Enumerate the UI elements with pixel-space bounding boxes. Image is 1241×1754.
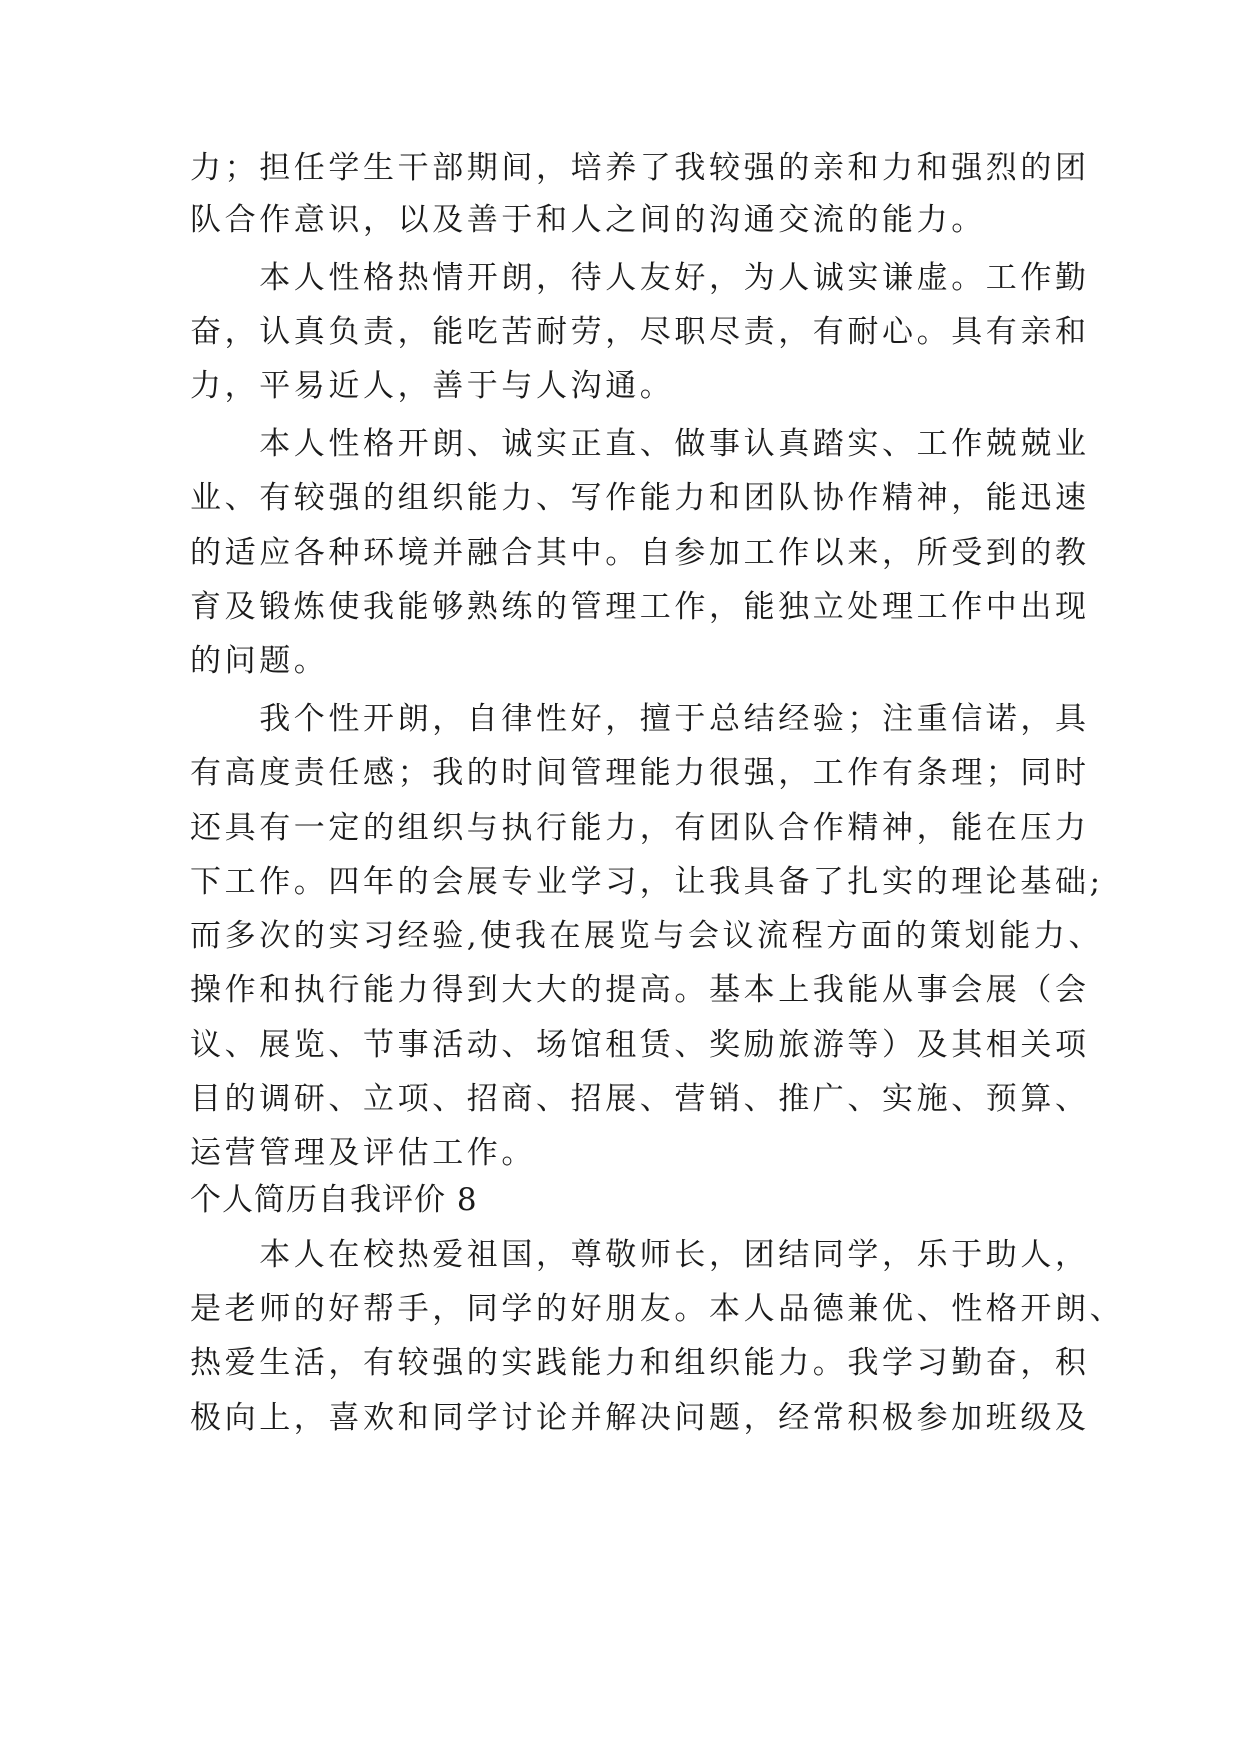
text-line: 操作和执行能力得到大大的提高。基本上我能从事会展（会 <box>190 972 1090 1008</box>
text-line: 议、展览、节事活动、场馆租赁、奖励旅游等）及其相关项 <box>190 1027 1090 1063</box>
text-line: 下工作。四年的会展专业学习，让我具备了扎实的理论基础; <box>190 864 1104 900</box>
text-line: 还具有一定的组织与执行能力，有团队合作精神，能在压力 <box>190 810 1090 846</box>
text-line: 本人在校热爱祖国，尊敬师长，团结同学，乐于助人， <box>190 1237 1090 1273</box>
text-line: 队合作意识，以及善于和人之间的沟通交流的能力。 <box>190 202 986 238</box>
text-line: 的问题。 <box>190 643 329 679</box>
text-line: 极向上，喜欢和同学讨论并解决问题，经常积极参加班级及 <box>190 1400 1090 1436</box>
text-line: 而多次的实习经验,使我在展览与会议流程方面的策划能力、 <box>190 918 1104 954</box>
text-line: 有高度责任感；我的时间管理能力很强，工作有条理；同时 <box>190 755 1090 791</box>
text-line: 我个性开朗，自律性好，擅于总结经验；注重信诺，具 <box>190 701 1090 737</box>
text-line: 目的调研、立项、招商、招展、营销、推广、实施、预算、 <box>190 1081 1090 1117</box>
text-line: 是老师的好帮手，同学的好朋友。本人品德兼优、性格开朗、 <box>190 1291 1125 1327</box>
text-line: 育及锻炼使我能够熟练的管理工作，能独立处理工作中出现 <box>190 589 1090 625</box>
text-line: 力；担任学生干部期间，培养了我较强的亲和力和强烈的团 <box>190 150 1090 186</box>
text-line: 热爱生活，有较强的实践能力和组织能力。我学习勤奋，积 <box>190 1345 1090 1381</box>
text-line: 的适应各种环境并融合其中。自参加工作以来，所受到的教 <box>190 535 1090 571</box>
text-line: 业、有较强的组织能力、写作能力和团队协作精神，能迅速 <box>190 480 1090 516</box>
text-line: 奋，认真负责，能吃苦耐劳，尽职尽责，有耐心。具有亲和 <box>190 314 1090 350</box>
text-line: 运营管理及评估工作。 <box>190 1135 536 1171</box>
text-line: 本人性格热情开朗，待人友好，为人诚实谦虚。工作勤 <box>190 260 1090 296</box>
text-line: 力，平易近人，善于与人沟通。 <box>190 368 675 404</box>
section-heading: 个人简历自我评价 8 <box>190 1182 478 1218</box>
text-line: 本人性格开朗、诚实正直、做事认真踏实、工作兢兢业 <box>190 426 1090 462</box>
